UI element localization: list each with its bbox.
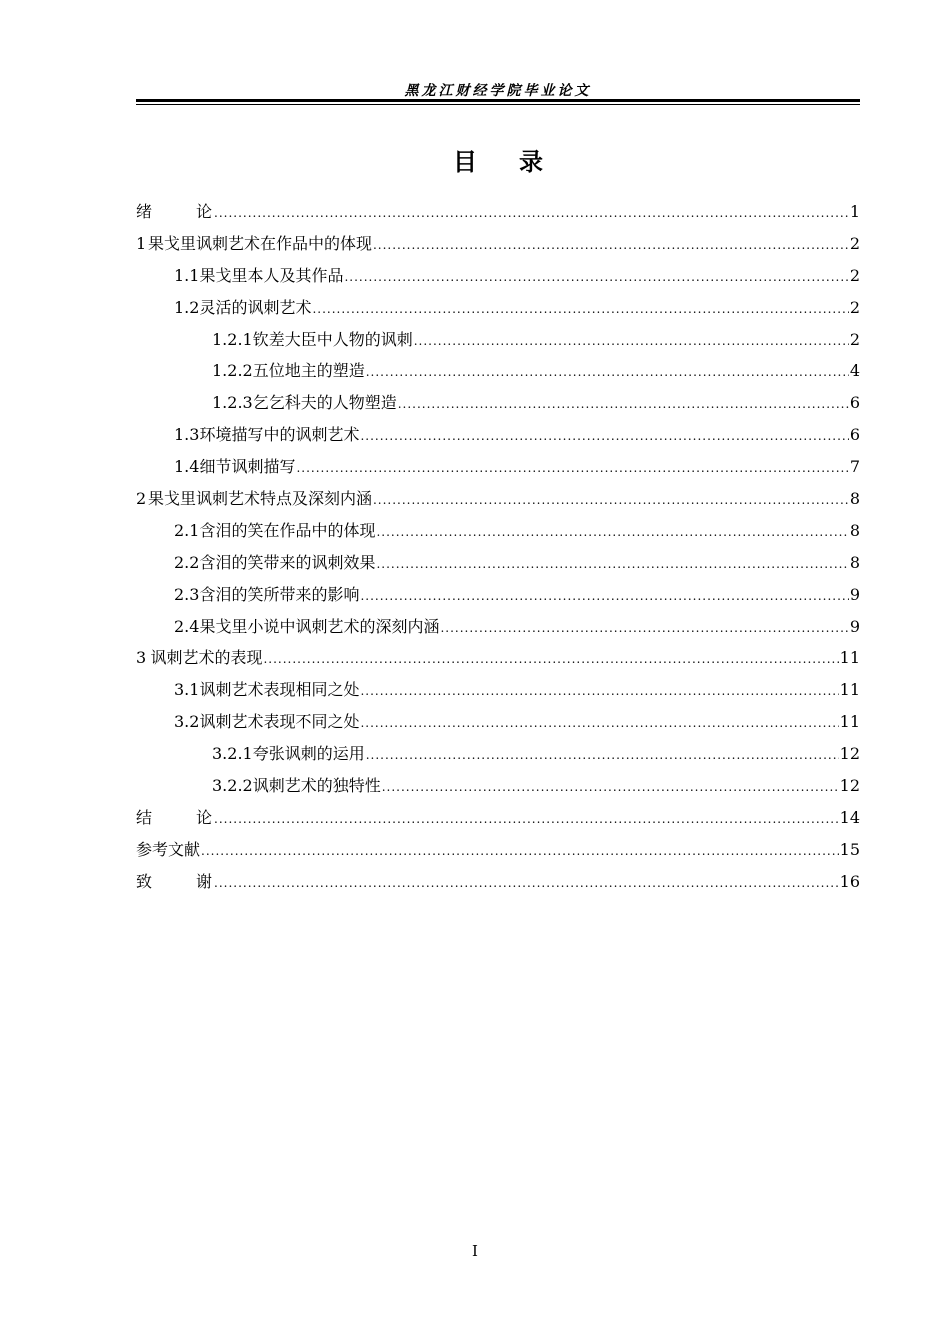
- toc-entry-label: 结论: [136, 807, 257, 827]
- toc-entry-page: 6: [849, 393, 860, 413]
- toc-entry[interactable]: [136, 260, 860, 292]
- toc-entry[interactable]: [136, 802, 860, 834]
- page-title: 目录: [453, 147, 585, 176]
- toc-leader-dots: [440, 613, 848, 645]
- toc-entry-page: 2: [849, 265, 860, 285]
- toc-entry[interactable]: [136, 674, 860, 706]
- toc-entry-label: 果戈里讽刺艺术在作品中的体现: [147, 233, 372, 253]
- toc-leader-dots: [214, 804, 839, 836]
- toc-entry-label: 果戈里小说中讽刺艺术的深刻内涵: [199, 616, 440, 636]
- toc-entry[interactable]: [136, 419, 860, 451]
- toc-entry-number: 1.4: [174, 457, 200, 477]
- header-rule-thin: [136, 104, 860, 105]
- toc-entry-label: 果戈里本人及其作品: [199, 265, 344, 285]
- toc-entry-label: 讽刺艺术的独特性: [252, 776, 381, 796]
- toc-entry-label: 绪论: [136, 202, 257, 221]
- toc-entry-page: 2: [849, 329, 860, 349]
- toc-entry-number: 2.3: [174, 584, 200, 604]
- toc-entry-page: 11: [839, 712, 860, 732]
- toc-leader-dots: [414, 326, 849, 358]
- toc-leader-dots: [360, 708, 838, 740]
- toc-leader-dots: [398, 389, 849, 421]
- toc-entry-number: 1.3: [174, 425, 200, 445]
- toc-entry-page: 15: [839, 839, 860, 859]
- toc-entry-page: 2: [849, 297, 860, 317]
- toc-leader-dots: [376, 517, 848, 549]
- toc-entry-label: 讽刺艺术表现不同之处: [199, 712, 360, 732]
- toc-entry[interactable]: [136, 228, 860, 260]
- toc-entry[interactable]: [136, 355, 860, 387]
- toc-entry-page: 8: [849, 489, 860, 509]
- toc-entry-number: 1.1: [174, 265, 200, 285]
- toc-entry-label: 细节讽刺描写: [199, 457, 296, 477]
- toc-entry-label: 讽刺艺术的表现: [150, 648, 263, 668]
- toc-leader-dots: [373, 230, 849, 262]
- toc-entry-label: 灵活的讽刺艺术: [199, 297, 312, 317]
- toc-entry-number: 1.2.2: [212, 361, 253, 381]
- toc-entry-page: 1: [849, 202, 860, 221]
- toc-entry[interactable]: [136, 642, 860, 674]
- toc-entry-number: 2.4: [174, 616, 200, 636]
- toc-entry[interactable]: [136, 866, 860, 898]
- toc-entry-number: 1.2: [174, 297, 200, 317]
- toc-entry-number: 3.2: [174, 712, 200, 732]
- toc-entry[interactable]: [136, 292, 860, 324]
- toc-entry-page: 8: [849, 520, 860, 540]
- toc-leader-dots: [382, 772, 839, 804]
- toc-entry[interactable]: [136, 834, 860, 866]
- toc-entry-page: 9: [849, 584, 860, 604]
- toc-entry[interactable]: [136, 770, 860, 802]
- toc-entry[interactable]: [136, 387, 860, 419]
- toc-entry-number: 3.2.1: [212, 744, 253, 764]
- table-of-contents: [136, 196, 860, 898]
- toc-entry[interactable]: [136, 547, 860, 579]
- toc-entry-page: 14: [839, 807, 860, 827]
- toc-entry-page: 16: [839, 871, 860, 891]
- toc-entry-number: 2.2: [174, 552, 200, 572]
- toc-entry-number: 1.2.3: [212, 393, 253, 413]
- toc-entry-number: 3.2.2: [212, 776, 253, 796]
- toc-leader-dots: [344, 262, 848, 294]
- page-number: I: [472, 1242, 478, 1260]
- toc-leader-dots: [360, 421, 848, 453]
- toc-leader-dots: [373, 485, 849, 517]
- toc-entry[interactable]: [136, 324, 860, 356]
- toc-entry-label: 含泪的笑在作品中的体现: [199, 520, 376, 540]
- toc-entry[interactable]: [136, 451, 860, 483]
- toc-entry-page: 6: [849, 425, 860, 445]
- toc-leader-dots: [360, 581, 848, 613]
- toc-entry[interactable]: [136, 579, 860, 611]
- toc-entry-page: 12: [839, 776, 860, 796]
- toc-leader-dots: [366, 740, 839, 772]
- toc-leader-dots: [376, 549, 848, 581]
- toc-leader-dots: [263, 644, 838, 676]
- header-rule-thick: [136, 99, 860, 102]
- toc-entry-page: 12: [839, 744, 860, 764]
- toc-entry-number: 1: [136, 233, 147, 253]
- toc-leader-dots: [214, 198, 849, 230]
- toc-entry-page: 2: [849, 233, 860, 253]
- toc-leader-dots: [360, 676, 838, 708]
- toc-entry-label: 五位地主的塑造: [252, 361, 365, 381]
- toc-entry[interactable]: [136, 611, 860, 643]
- toc-entry-number: 2.1: [174, 520, 200, 540]
- toc-entry[interactable]: [136, 515, 860, 547]
- toc-entry[interactable]: [136, 483, 860, 515]
- running-header: 黑龙江财经学院毕业论文: [404, 83, 592, 99]
- toc-entry-number: 1.2.1: [212, 329, 253, 349]
- toc-entry-label: 含泪的笑带来的讽刺效果: [199, 552, 376, 572]
- toc-entry-label: 参考文献: [136, 839, 201, 859]
- toc-entry-page: 11: [839, 648, 860, 668]
- toc-entry-label: 含泪的笑所带来的影响: [199, 584, 360, 604]
- toc-entry-label: 环境描写中的讽刺艺术: [199, 425, 360, 445]
- toc-entry-label: 果戈里讽刺艺术特点及深刻内涵: [147, 489, 372, 509]
- toc-leader-dots: [296, 453, 848, 485]
- toc-entry-label: 夸张讽刺的运用: [252, 744, 365, 764]
- toc-entry-label: 讽刺艺术表现相同之处: [199, 680, 360, 700]
- toc-entry-page: 9: [849, 616, 860, 636]
- toc-entry-label: 致谢: [136, 871, 257, 891]
- toc-leader-dots: [201, 836, 839, 868]
- toc-entry[interactable]: [136, 738, 860, 770]
- toc-leader-dots: [214, 868, 839, 900]
- toc-entry-label: 乞乞科夫的人物塑造: [252, 393, 397, 413]
- toc-entry-page: 4: [849, 361, 860, 381]
- toc-entry[interactable]: [136, 706, 860, 738]
- toc-entry-number: 3: [136, 648, 147, 668]
- toc-entry-number: 2: [136, 489, 147, 509]
- toc-entry-page: 8: [849, 552, 860, 572]
- toc-entry-number: 3.1: [174, 680, 200, 700]
- toc-leader-dots: [312, 294, 848, 326]
- toc-leader-dots: [366, 357, 849, 389]
- toc-entry-page: 7: [849, 457, 860, 477]
- toc-entry-label: 钦差大臣中人物的讽刺: [252, 329, 413, 349]
- toc-entry[interactable]: [136, 196, 860, 228]
- toc-entry-page: 11: [839, 680, 860, 700]
